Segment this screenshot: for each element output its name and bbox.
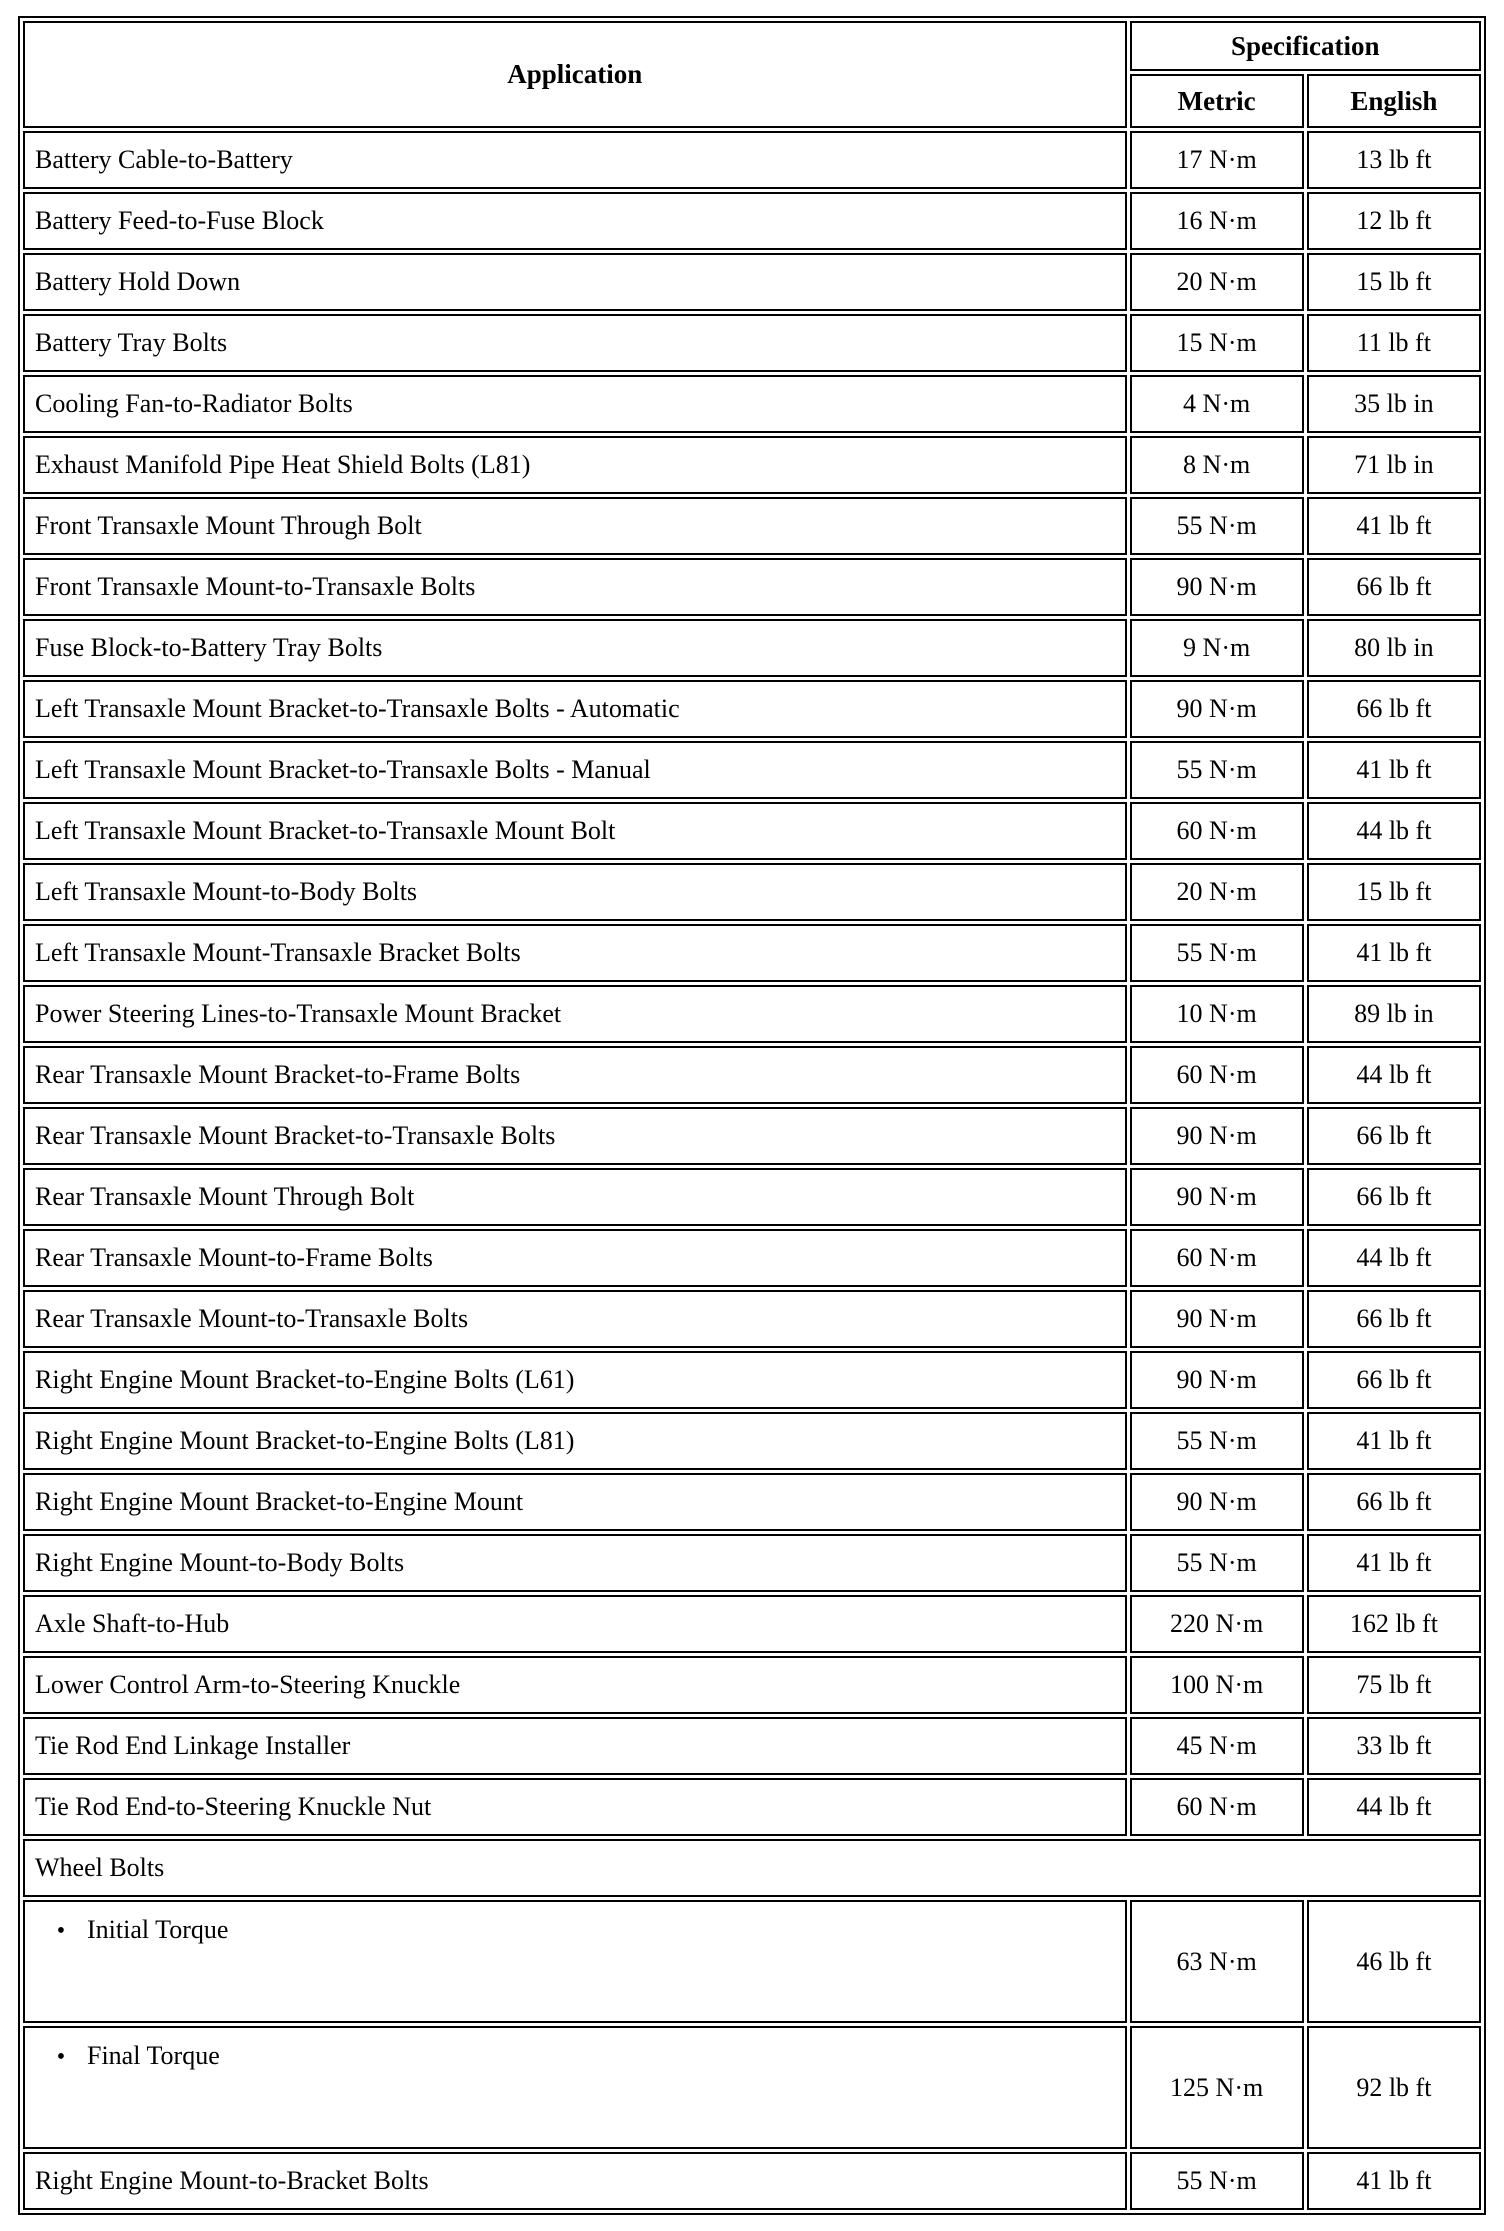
english-value-cell: 41 lb ft xyxy=(1307,1534,1481,1592)
english-value-cell: 15 lb ft xyxy=(1307,253,1481,311)
english-value-cell: 41 lb ft xyxy=(1307,741,1481,799)
application-cell: Left Transaxle Mount Bracket-to-Transaxle Bolts - Manual xyxy=(23,741,1127,799)
bullet-icon: • xyxy=(56,1918,66,1944)
header-row-1 xyxy=(23,21,1481,71)
spec-table-body xyxy=(23,131,1481,2210)
table-row xyxy=(23,314,1481,372)
metric-value-cell: 55 N·m xyxy=(1130,497,1304,555)
application-cell: Cooling Fan-to-Radiator Bolts xyxy=(23,375,1127,433)
english-value-cell: 66 lb ft xyxy=(1307,558,1481,616)
column-header-application: Application xyxy=(23,21,1127,128)
english-value-cell: 71 lb in xyxy=(1307,436,1481,494)
table-row xyxy=(23,619,1481,677)
metric-value-cell: 20 N·m xyxy=(1130,253,1304,311)
metric-value-cell: 55 N·m xyxy=(1130,741,1304,799)
application-cell: Rear Transaxle Mount Bracket-to-Transaxle Bolts xyxy=(23,1107,1127,1165)
application-cell: Left Transaxle Mount-to-Body Bolts xyxy=(23,863,1127,921)
english-value-cell: 66 lb ft xyxy=(1307,1351,1481,1409)
application-cell: Battery Cable-to-Battery xyxy=(23,131,1127,189)
english-value-cell: 44 lb ft xyxy=(1307,1229,1481,1287)
application-cell: Battery Feed-to-Fuse Block xyxy=(23,192,1127,250)
bullet-icon: • xyxy=(56,2044,66,2070)
table-row xyxy=(23,802,1481,860)
english-value-cell: 41 lb ft xyxy=(1307,1412,1481,1470)
application-cell: Left Transaxle Mount-Transaxle Bracket Bolts xyxy=(23,924,1127,982)
english-value-cell: 89 lb in xyxy=(1307,985,1481,1043)
table-row xyxy=(23,1656,1481,1714)
column-header-metric: Metric xyxy=(1130,74,1304,128)
metric-value-cell: 60 N·m xyxy=(1130,802,1304,860)
table-row xyxy=(23,1290,1481,1348)
table-row xyxy=(23,375,1481,433)
table-row xyxy=(23,1107,1481,1165)
table-header xyxy=(23,21,1481,128)
table-row xyxy=(23,558,1481,616)
english-value-cell: 41 lb ft xyxy=(1307,924,1481,982)
english-value-cell: 41 lb ft xyxy=(1307,497,1481,555)
table-row xyxy=(23,741,1481,799)
metric-value-cell: 60 N·m xyxy=(1130,1046,1304,1104)
metric-value-cell: 16 N·m xyxy=(1130,192,1304,250)
bullet-label: Initial Torque xyxy=(87,1915,229,1944)
application-cell: Battery Tray Bolts xyxy=(23,314,1127,372)
metric-value-cell: 90 N·m xyxy=(1130,1168,1304,1226)
table-row xyxy=(23,1046,1481,1104)
metric-value-cell: 20 N·m xyxy=(1130,863,1304,921)
table-row xyxy=(23,253,1481,311)
application-cell: Front Transaxle Mount-to-Transaxle Bolts xyxy=(23,558,1127,616)
application-cell: Right Engine Mount-to-Body Bolts xyxy=(23,1534,1127,1592)
table-row xyxy=(23,863,1481,921)
table-row xyxy=(23,1778,1481,1836)
english-value-cell: 75 lb ft xyxy=(1307,1656,1481,1714)
metric-value-cell: 55 N·m xyxy=(1130,924,1304,982)
application-cell: Front Transaxle Mount Through Bolt xyxy=(23,497,1127,555)
english-value-cell: 13 lb ft xyxy=(1307,131,1481,189)
application-cell: Right Engine Mount Bracket-to-Engine Bolts (L61) xyxy=(23,1351,1127,1409)
table-row xyxy=(23,131,1481,189)
metric-value-cell: 90 N·m xyxy=(1130,1473,1304,1531)
metric-value-cell: 55 N·m xyxy=(1130,1534,1304,1592)
section-label: Wheel Bolts xyxy=(23,1839,1481,1897)
table-row xyxy=(23,1229,1481,1287)
table-row xyxy=(23,1412,1481,1470)
table-row xyxy=(23,497,1481,555)
english-value-cell: 66 lb ft xyxy=(1307,680,1481,738)
application-cell: Right Engine Mount-to-Bracket Bolts xyxy=(23,2152,1127,2210)
application-cell: Left Transaxle Mount Bracket-to-Transaxle Bolts - Automatic xyxy=(23,680,1127,738)
english-value-cell: 44 lb ft xyxy=(1307,802,1481,860)
metric-value-cell: 17 N·m xyxy=(1130,131,1304,189)
metric-value-cell: 100 N·m xyxy=(1130,1656,1304,1714)
table-row xyxy=(23,1717,1481,1775)
metric-value-cell: 90 N·m xyxy=(1130,680,1304,738)
table-row xyxy=(23,1839,1481,1897)
application-cell: Tie Rod End-to-Steering Knuckle Nut xyxy=(23,1778,1127,1836)
english-value-cell: 41 lb ft xyxy=(1307,2152,1481,2210)
metric-value-cell: 63 N·m xyxy=(1130,1900,1304,2023)
metric-value-cell: 10 N·m xyxy=(1130,985,1304,1043)
metric-value-cell: 15 N·m xyxy=(1130,314,1304,372)
application-cell: Left Transaxle Mount Bracket-to-Transaxle Mount Bolt xyxy=(23,802,1127,860)
application-cell: Lower Control Arm-to-Steering Knuckle xyxy=(23,1656,1127,1714)
metric-value-cell: 90 N·m xyxy=(1130,1290,1304,1348)
metric-value-cell: 45 N·m xyxy=(1130,1717,1304,1775)
metric-value-cell: 220 N·m xyxy=(1130,1595,1304,1653)
application-cell: Tie Rod End Linkage Installer xyxy=(23,1717,1127,1775)
english-value-cell: 44 lb ft xyxy=(1307,1778,1481,1836)
english-value-cell: 92 lb ft xyxy=(1307,2026,1481,2149)
application-cell: Battery Hold Down xyxy=(23,253,1127,311)
application-cell: Rear Transaxle Mount-to-Frame Bolts xyxy=(23,1229,1127,1287)
table-row xyxy=(23,680,1481,738)
application-cell: Power Steering Lines-to-Transaxle Mount Bracket xyxy=(23,985,1127,1043)
table-row xyxy=(23,192,1481,250)
application-cell: Axle Shaft-to-Hub xyxy=(23,1595,1127,1653)
column-header-specification: Specification xyxy=(1130,21,1481,71)
table-row xyxy=(23,2026,1481,2149)
english-value-cell: 11 lb ft xyxy=(1307,314,1481,372)
metric-value-cell: 55 N·m xyxy=(1130,2152,1304,2210)
application-cell: Rear Transaxle Mount-to-Transaxle Bolts xyxy=(23,1290,1127,1348)
torque-specifications-table xyxy=(18,16,1486,2215)
column-header-english: English xyxy=(1307,74,1481,128)
metric-value-cell: 60 N·m xyxy=(1130,1778,1304,1836)
metric-value-cell: 4 N·m xyxy=(1130,375,1304,433)
table-row xyxy=(23,1595,1481,1653)
application-cell: Exhaust Manifold Pipe Heat Shield Bolts (L81) xyxy=(23,436,1127,494)
application-cell xyxy=(23,2026,1127,2149)
english-value-cell: 44 lb ft xyxy=(1307,1046,1481,1104)
metric-value-cell: 90 N·m xyxy=(1130,1107,1304,1165)
metric-value-cell: 125 N·m xyxy=(1130,2026,1304,2149)
english-value-cell: 80 lb in xyxy=(1307,619,1481,677)
application-cell: Right Engine Mount Bracket-to-Engine Bolts (L81) xyxy=(23,1412,1127,1470)
english-value-cell: 12 lb ft xyxy=(1307,192,1481,250)
english-value-cell: 33 lb ft xyxy=(1307,1717,1481,1775)
english-value-cell: 46 lb ft xyxy=(1307,1900,1481,2023)
table-row xyxy=(23,436,1481,494)
metric-value-cell: 90 N·m xyxy=(1130,1351,1304,1409)
application-cell: Right Engine Mount Bracket-to-Engine Mount xyxy=(23,1473,1127,1531)
application-cell: Rear Transaxle Mount Through Bolt xyxy=(23,1168,1127,1226)
table-row xyxy=(23,1534,1481,1592)
bullet-label: Final Torque xyxy=(87,2041,220,2070)
application-cell: Rear Transaxle Mount Bracket-to-Frame Bolts xyxy=(23,1046,1127,1104)
table-row xyxy=(23,1900,1481,2023)
english-value-cell: 66 lb ft xyxy=(1307,1168,1481,1226)
metric-value-cell: 60 N·m xyxy=(1130,1229,1304,1287)
table-row xyxy=(23,1351,1481,1409)
metric-value-cell: 9 N·m xyxy=(1130,619,1304,677)
application-cell xyxy=(23,1900,1127,2023)
english-value-cell: 66 lb ft xyxy=(1307,1290,1481,1348)
table-row xyxy=(23,1473,1481,1531)
metric-value-cell: 8 N·m xyxy=(1130,436,1304,494)
table-row xyxy=(23,985,1481,1043)
table-row xyxy=(23,2152,1481,2210)
english-value-cell: 15 lb ft xyxy=(1307,863,1481,921)
english-value-cell: 162 lb ft xyxy=(1307,1595,1481,1653)
english-value-cell: 66 lb ft xyxy=(1307,1107,1481,1165)
metric-value-cell: 90 N·m xyxy=(1130,558,1304,616)
application-cell: Fuse Block-to-Battery Tray Bolts xyxy=(23,619,1127,677)
english-value-cell: 35 lb in xyxy=(1307,375,1481,433)
table-row xyxy=(23,924,1481,982)
table-row xyxy=(23,1168,1481,1226)
metric-value-cell: 55 N·m xyxy=(1130,1412,1304,1470)
english-value-cell: 66 lb ft xyxy=(1307,1473,1481,1531)
